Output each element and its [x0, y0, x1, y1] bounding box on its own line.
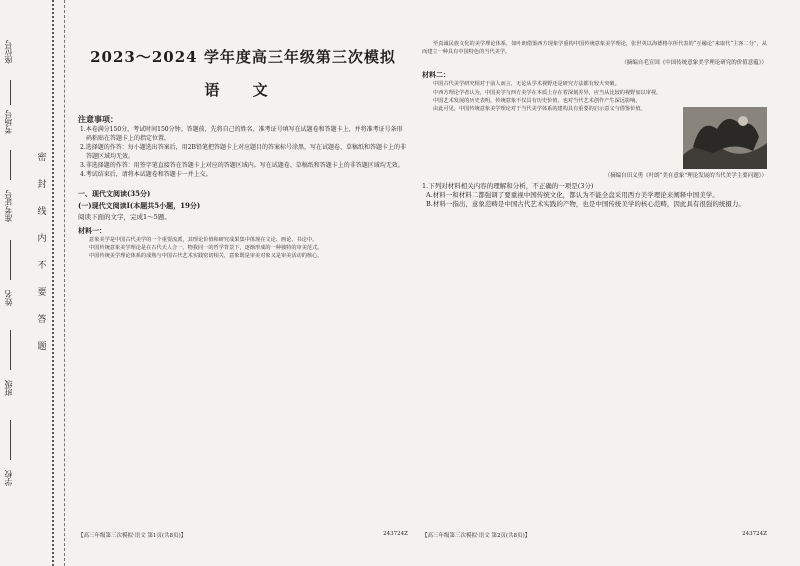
seal-char: 不	[37, 261, 47, 271]
page-footer-left	[78, 531, 408, 539]
subsection-title: (一)现代文阅读Ⅰ(本题共5小题，19分)	[78, 201, 201, 210]
notice-title: 注意事项：	[78, 114, 118, 124]
exam-title: 2023～2024 学年度高三年级第三次模拟	[90, 48, 396, 66]
seal-dotted-line	[52, 0, 56, 566]
binding-field-class: 班级	[4, 380, 13, 396]
question-stem: 1.下列对材料相关内容的理解和分析，不正确的一项是(3分)	[422, 182, 594, 191]
page-right	[422, 40, 767, 545]
binding-field-school: 学校	[4, 470, 13, 486]
section-title: 一、现代文阅读(35分)	[78, 189, 151, 198]
notice-item: 4.考试结束后，请将本试题卷和答题卡一并上交。	[80, 171, 212, 178]
notice-item: 2.选择题的作答：每小题选出答案后，用2B铅笔把答题卡上对应题目的答案标号涂黑，写在试题卷、草稿纸和答题卡上的非答题区域均无效。	[80, 144, 406, 160]
material1-source: （摘编自毛宣国《中国传统意象美学理论研究的价值意蕴》）	[621, 60, 767, 67]
footer-code: 243724Z	[742, 531, 767, 537]
binding-field-room: 考场号	[4, 110, 13, 134]
question-option[interactable]: A.材料一和材料二都强调了要重视中国传统文化，都认为不能全盘采用西方美学理论来阐释中国美学。	[426, 191, 719, 200]
material1-paragraph: 中国传统美学理论体系的成熟与中国古代艺术实践密切相关，意象既是审美对象又是审美活动的核心。	[89, 253, 323, 260]
notice-item: 1.本卷满分150分，考试时间150分钟。答题前，先将自己的姓名、准考证号填写在试题卷和答题卡上，并将准考证号条形码粘贴在答题卡上的指定位置。	[80, 126, 403, 142]
seal-char: 封	[37, 180, 47, 190]
material2-source: （摘编自田义勇《叶朗“美在意象”理论发展的当代美学主要问题》）	[604, 173, 767, 180]
question-option[interactable]: B.材料一指出，意象范畴是中国古代艺术实践的产物，也是中国传统美学的核心范畴，因此具有很强的统摄力。	[426, 200, 745, 209]
binding-line	[10, 150, 11, 180]
page-footer-right	[422, 531, 767, 539]
material1-paragraph: 意象美学是中国古代美学的一个重要流派，其理论价值和研究成果集中体现在文论、画论、书论中。	[89, 237, 318, 243]
seal-char: 密	[37, 153, 47, 163]
footer-label: 【高三年级第三次模拟·语文 第2页(共8页)】	[422, 533, 531, 539]
subject-title: 语 文	[204, 81, 282, 99]
binding-line	[10, 240, 11, 280]
binding-field-seat: 座位号	[4, 40, 13, 64]
page-left	[78, 40, 408, 545]
material2-label: 材料二：	[422, 70, 450, 80]
seal-char: 要	[37, 288, 47, 298]
binding-strip	[0, 0, 65, 566]
material2-paragraph: 由此可见，中国传统意象美学理论对于当代美学体系的建构具有重要的启示意义与借鉴价值。	[433, 106, 646, 113]
material1-paragraph: 中国传统意象美学理论是在古代天人合一、物我同一的哲学背景下，逐渐形成的一种独特的审美范式。	[89, 245, 323, 252]
seal-line-text	[36, 150, 48, 352]
binding-field-name: 姓名	[4, 290, 13, 306]
binding-line	[10, 80, 11, 105]
binding-line	[10, 330, 11, 370]
notice-item: 3.非选择题的作答：用签字笔直接答在答题卡上对应的答题区域内。写在试题卷、草稿纸和答题卡上的非答题区域均无效。	[80, 162, 404, 169]
material2-paragraph: 中国古代美学研究相对于前人而言，无论从学术视野还是研究方法都有较大突破。	[433, 81, 620, 88]
material2-paragraph: 中国艺术发展的历史表明，传统意象不仅具有历史价值，也对当代艺术创作产生深远影响。	[433, 97, 641, 104]
material1-label: 材料一：	[78, 226, 106, 235]
binding-field-ticket: 准考证号	[4, 190, 13, 222]
footer-label: 【高三年级第三次模拟·语文 第1页(共8页)】	[78, 533, 187, 539]
painting-illustration	[683, 107, 767, 169]
seal-char: 答	[37, 315, 47, 325]
seal-char: 线	[37, 207, 47, 217]
footer-code: 243724Z	[383, 531, 408, 537]
binding-line	[10, 420, 11, 460]
seal-char: 题	[37, 342, 47, 352]
material2-paragraph: 中西方理论学者认为，中国美学与西方美学在本质上存在着深刻差异，应当从比较的视野加以审视。	[433, 89, 662, 96]
intro-paragraph: 至真诚民族文化的美学理论体系，如叶朗借鉴西方现象学重构中国传统意象美学理论，张世英以海德格尔所代表的“互融论”来取代“主客二分”，从而建立一种具有中国特色的当代美学。	[422, 41, 767, 56]
reading-instruction: 阅读下面的文字，完成1～5题。	[78, 213, 171, 221]
seal-char: 内	[37, 234, 47, 244]
